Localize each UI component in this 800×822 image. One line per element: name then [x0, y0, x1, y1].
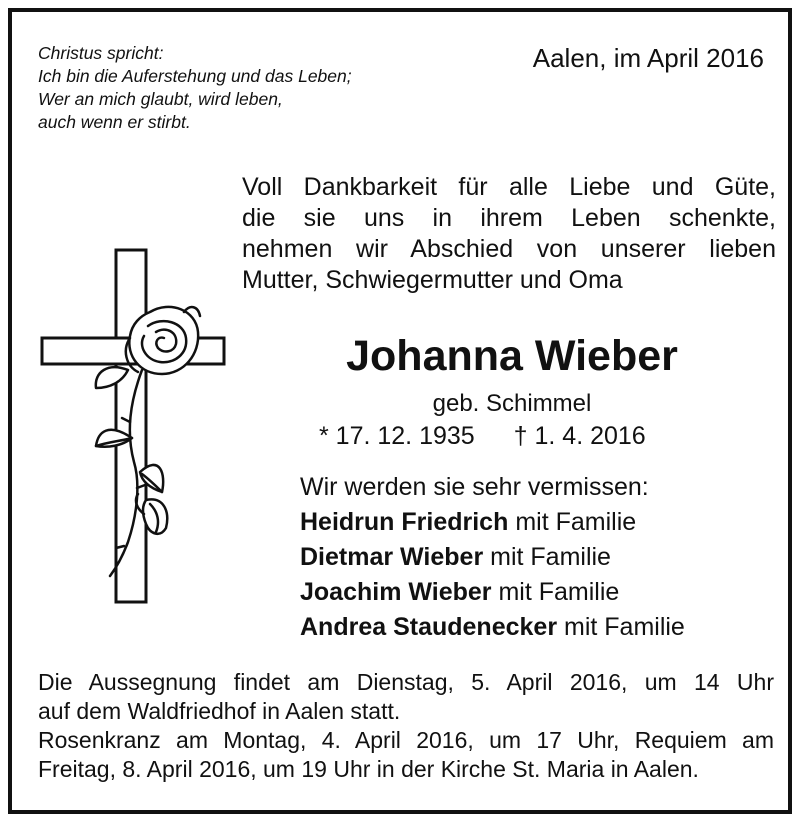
intro-line: nehmen wir Abschied von unserer lieben [242, 235, 776, 263]
quote-line: Christus spricht: [38, 43, 164, 63]
place-date: Aalen, im April 2016 [532, 43, 764, 73]
notice-line: Die Aussegnung findet am Dienstag, 5. April 2016, um 14 Uhr [38, 669, 774, 695]
life-dates [319, 422, 646, 451]
birth-name: geb. Schimmel [432, 390, 592, 417]
death-date: † 1. 4. 2016 [513, 422, 646, 450]
notice-line: Freitag, 8. April 2016, um 19 Uhr in der Kirche St. Maria in Aalen. [38, 756, 699, 782]
quote-line: auch wenn er stirbt. [38, 112, 191, 132]
mourners-list [300, 470, 685, 645]
mourner-suffix: mit Familie [483, 543, 611, 571]
mourner-name: Andrea Staudenecker [300, 613, 558, 641]
mourner-row [300, 575, 685, 610]
bible-quote [38, 42, 352, 134]
obituary-frame [8, 8, 792, 814]
mourner-row [300, 540, 685, 575]
mourner-name: Dietmar Wieber [300, 543, 484, 571]
notice-line: auf dem Waldfriedhof in Aalen statt. [38, 698, 401, 724]
cross-with-rose-icon [38, 242, 238, 612]
quote-line: Ich bin die Auferstehung und das Leben; [38, 66, 352, 86]
mourner-suffix: mit Familie [491, 578, 620, 606]
mourner-suffix: mit Familie [557, 613, 685, 641]
mourner-row [300, 505, 685, 540]
intro-line: die sie uns in ihrem Leben schenkte, [242, 204, 776, 232]
notice-line: Rosenkranz am Montag, 4. April 2016, um 17 Uhr, Requiem am [38, 727, 774, 753]
intro-line: Mutter, Schwiegermutter und Oma [242, 266, 623, 294]
mourner-name: Heidrun Friedrich [300, 508, 509, 536]
mourner-suffix: mit Familie [508, 508, 637, 536]
mourner-name: Joachim Wieber [300, 578, 492, 606]
birth-date: * 17. 12. 1935 [319, 422, 475, 450]
quote-line: Wer an mich glaubt, wird leben, [38, 89, 283, 109]
mourners-intro: Wir werden sie sehr vermissen: [300, 473, 649, 501]
deceased-name: Johanna Wieber [346, 332, 678, 380]
funeral-notice [38, 668, 774, 784]
intro-line: Voll Dankbarkeit für alle Liebe und Güte, [242, 173, 776, 201]
intro-text [242, 172, 776, 296]
mourner-row [300, 610, 685, 645]
